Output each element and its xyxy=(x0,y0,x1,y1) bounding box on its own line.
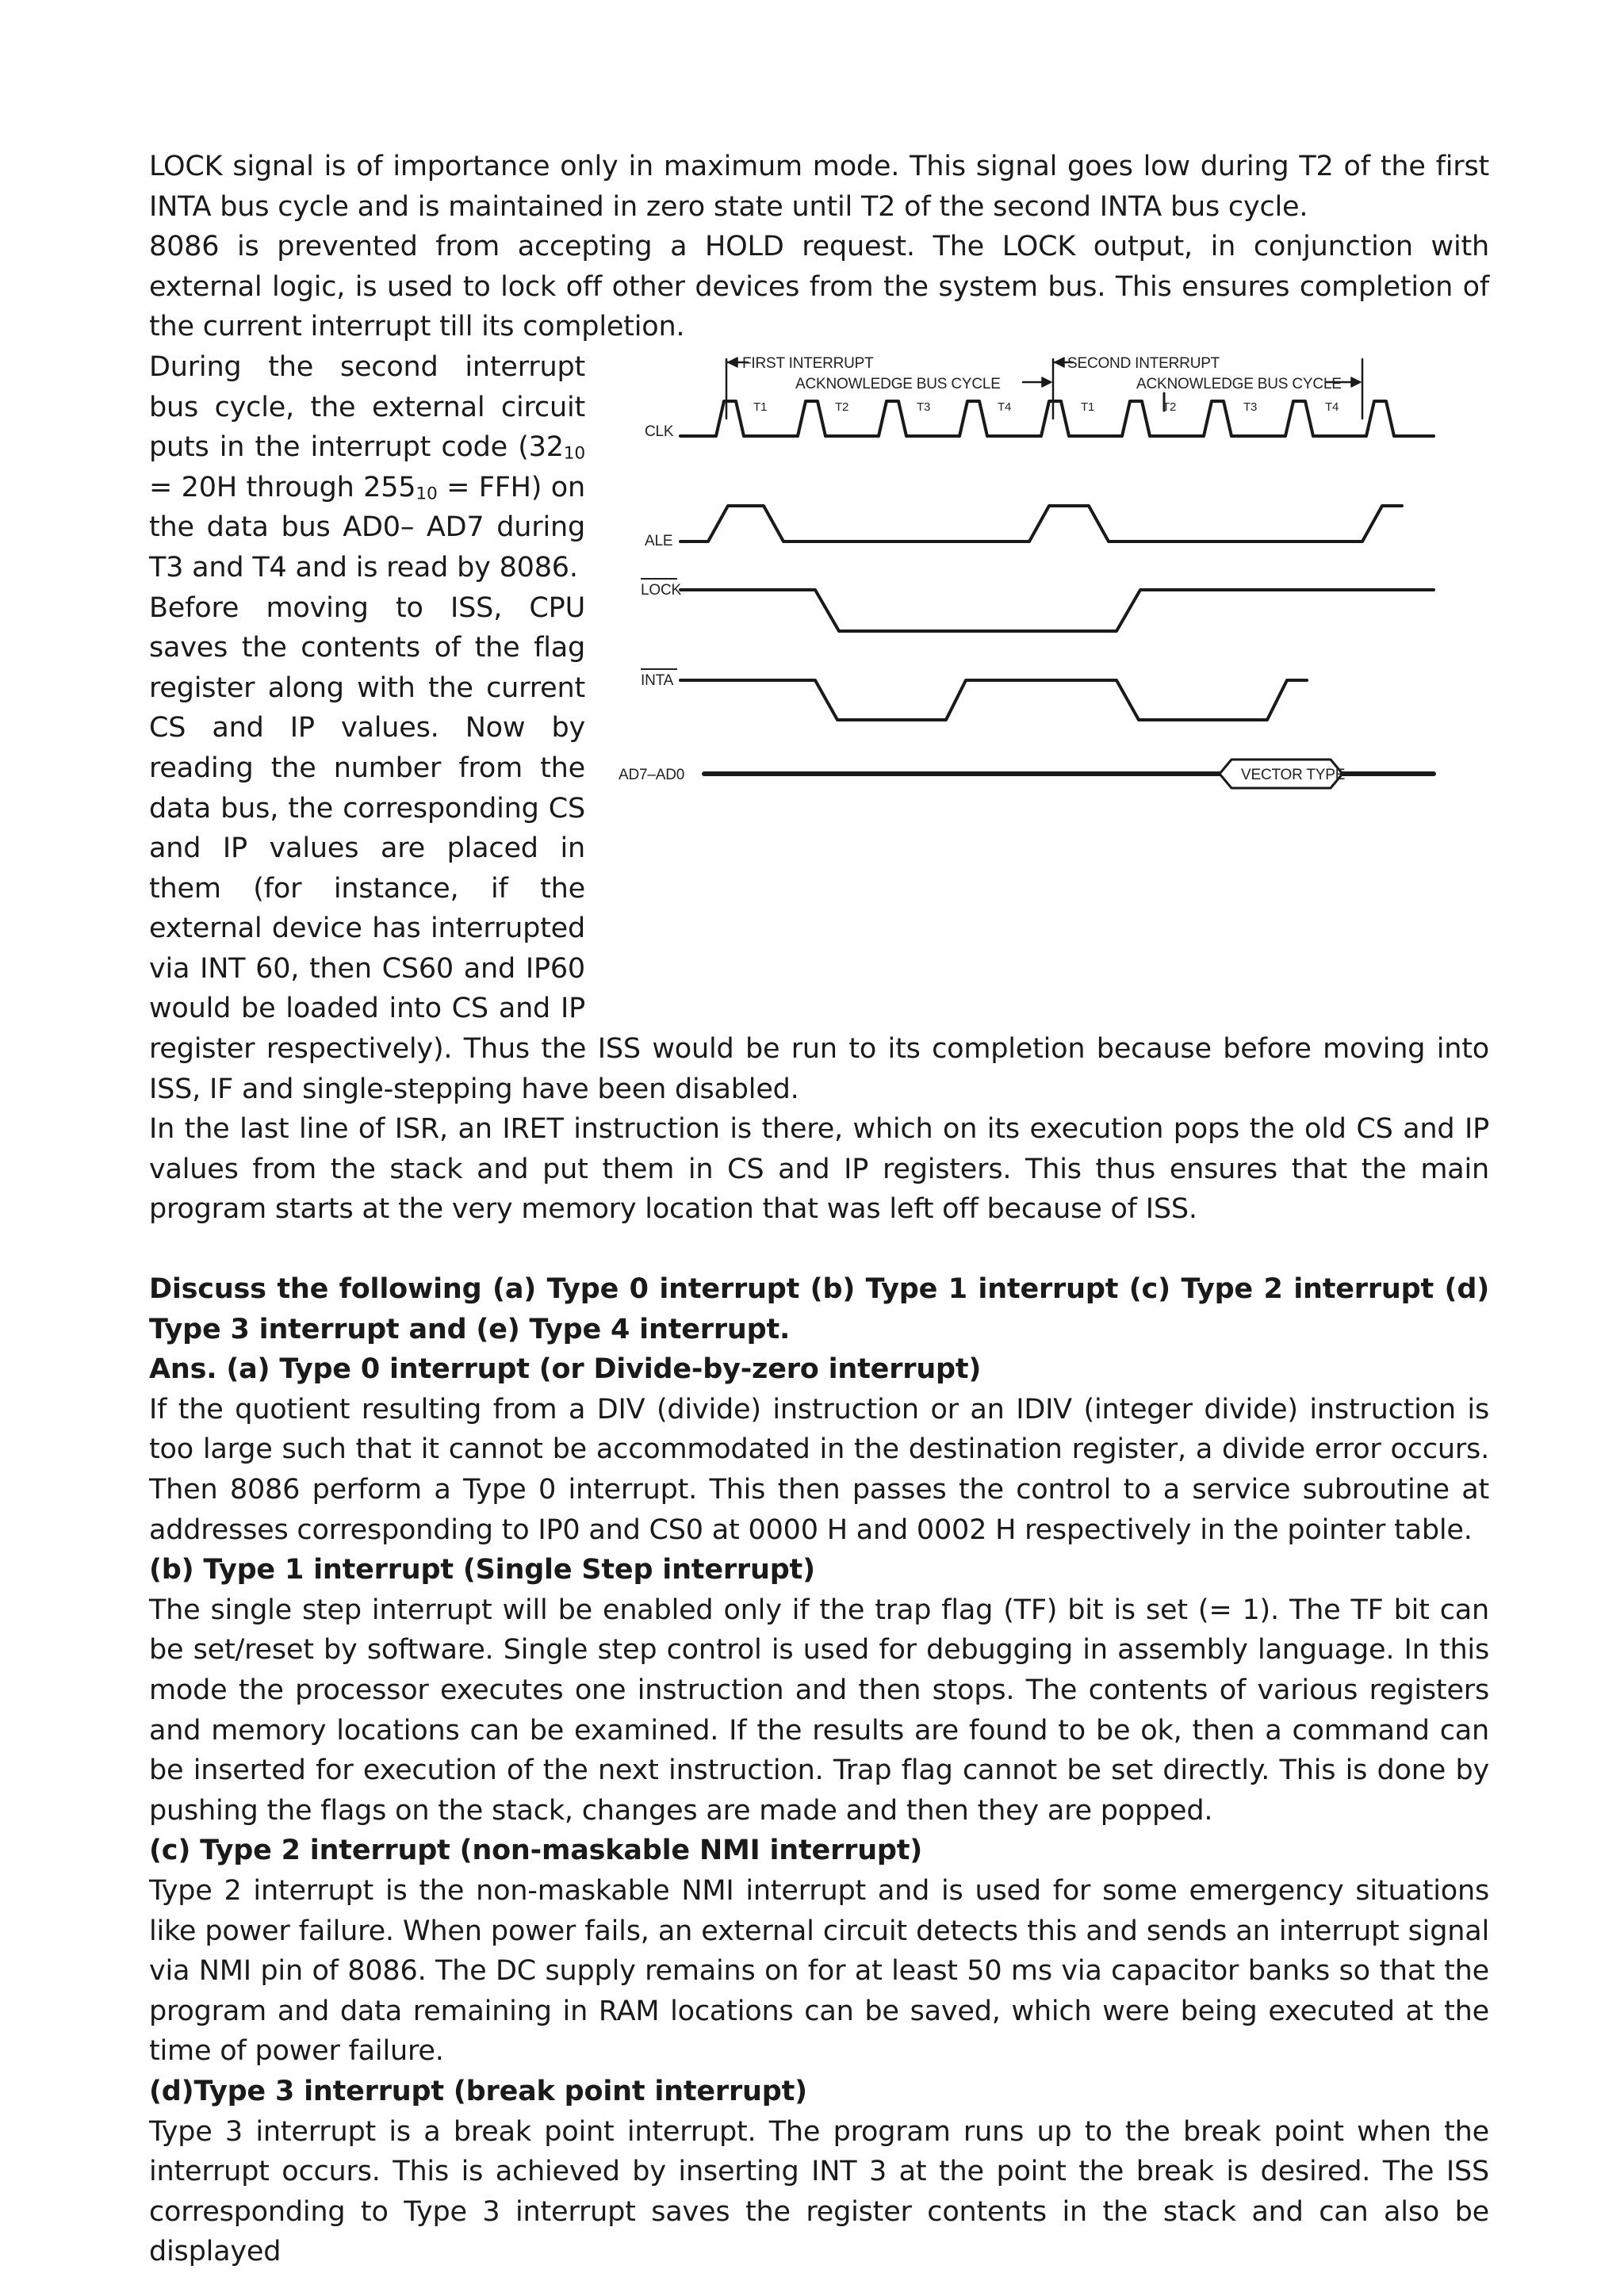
paragraph-before-iss: Before moving to ISS, CPU saves the contents of the flag register along with the current CS and IP values. Now by reading the number from the data bus, the corresponding CS and IP values are placed in them (for instance, if the external device has interrupted via INT 60, then CS60 and IP60 would be loaded into CS and IP register respectively). Thus the ISS would be run to its completion because before moving into ISS, IF and single-stepping have been disabled. xyxy=(149,591,1489,1105)
clk-signal-label: CLK xyxy=(645,423,674,440)
answer-a-body: If the quotient resulting from a DIV (divide) instruction or an IDIV (integer divide) instruction is too large such that it cannot be accommodated in the destination register, a divide error occurs. Then 8086 perform a Type 0 interrupt. This then passes the control to a service subroutine at addresses corresponding to IP0 and CS0 at 0000 H and 0002 H respectively in the pointer table. xyxy=(149,1393,1489,1546)
t-label-7: T3 xyxy=(1243,400,1258,414)
p3-text-3: = FFH) on the data bus AD0– AD7 during T3 and T4 and is read by 8086. xyxy=(149,471,585,584)
paragraph-hold-request: 8086 is prevented from accepting a HOLD request. The LOCK output, in conjunction with external logic, is used to lock off other devices from the system bus. This ensures completion of the current interrupt till its completion. xyxy=(149,231,1489,343)
answer-d-heading: (d)Type 3 interrupt (break point interrupt) xyxy=(149,2075,807,2107)
t-label-8: T4 xyxy=(1325,400,1339,414)
t-label-2: T2 xyxy=(835,400,849,414)
answer-d-body: Type 3 interrupt is a break point interrupt. The program runs up to the break point when the interrupt occurs. This is achieved by inserting INT 3 at the point the break is desired. The ISS corresponding to Type 3 interrupt saves the register contents in the stack and can also be displayed xyxy=(149,2115,1489,2268)
answer-a-heading: Ans. (a) Type 0 interrupt (or Divide-by-zero interrupt) xyxy=(149,1353,982,1386)
first-cycle-label-line2: ACKNOWLEDGE BUS CYCLE xyxy=(795,375,1001,392)
t-label-6: T2 xyxy=(1162,400,1177,414)
paragraph-iret: In the last line of ISR, an IRET instruction is there, which on its execution pops the old CS and IP values from the stack and put them in CS and IP registers. This thus ensures that the main program starts at the very memory location that was left off because of ISS. xyxy=(149,1113,1489,1226)
interrupt-acknowledge-timing-diagram xyxy=(609,347,1489,1005)
t-label-1: T1 xyxy=(753,400,768,414)
question-heading: Discuss the following (a) Type 0 interrupt (b) Type 1 interrupt (c) Type 2 interrupt (d) Type 3 interrupt and (e) Type 4 interrupt. xyxy=(149,1273,1489,1345)
inta-signal-label: INTA xyxy=(641,672,674,689)
p3-text-1: During the second interrupt bus cycle, the external circuit puts in the interrupt code (32 xyxy=(149,350,585,464)
ale-signal-label: ALE xyxy=(645,532,673,549)
p3-text-2: = 20H through 255 xyxy=(149,471,416,503)
second-cycle-label-line2: ACKNOWLEDGE BUS CYCLE xyxy=(1136,375,1342,392)
t-label-4: T4 xyxy=(998,400,1012,414)
lock-signal-label: LOCK xyxy=(641,581,681,599)
answer-c-body: Type 2 interrupt is the non-maskable NMI interrupt and is used for some emergency situations like power failure. When power fails, an external circuit detects this and sends an interrupt signal via NMI pin of 8086. The DC supply remains on for at least 50 ms via capacitor banks so that the program and data remaining in RAM locations can be saved, which were being executed at the time of power failure. xyxy=(149,1874,1489,2068)
first-cycle-label-line1: FIRST INTERRUPT xyxy=(742,354,874,372)
answer-c-heading: (c) Type 2 interrupt (non-maskable NMI interrupt) xyxy=(149,1835,923,1867)
p3-subscript-1: 10 xyxy=(563,443,585,464)
t-label-5: T1 xyxy=(1081,400,1095,414)
document-body xyxy=(149,147,1489,2272)
answer-b-body: The single step interrupt will be enabled only if the trap flag (TF) bit is set (= 1). The TF bit can be set/reset by software. Single step control is used for debugging in assembly language. In this mode the processor executes one instruction and then stops. The contents of various registers and memory locations can be examined. If the results are found to be ok, then a command can be inserted for execution of the next instruction. Trap flag cannot be set directly. This is done by pushing the flags on the stack, changes are made and then they are popped. xyxy=(149,1594,1489,1827)
t-label-3: T3 xyxy=(917,400,931,414)
ad-bus-signal-label: AD7–AD0 xyxy=(619,766,685,783)
paragraph-lock-signal: LOCK signal is of importance only in maximum mode. This signal goes low during T2 of the first INTA bus cycle and is maintained in zero state until T2 of the second INTA bus cycle. xyxy=(149,151,1489,223)
p3-subscript-2: 10 xyxy=(416,484,438,503)
second-cycle-label-line1: SECOND INTERRUPT xyxy=(1067,354,1220,372)
vector-type-label: VECTOR TYPE xyxy=(1241,766,1346,783)
answer-b-heading: (b) Type 1 interrupt (Single Step interrupt) xyxy=(149,1554,815,1586)
